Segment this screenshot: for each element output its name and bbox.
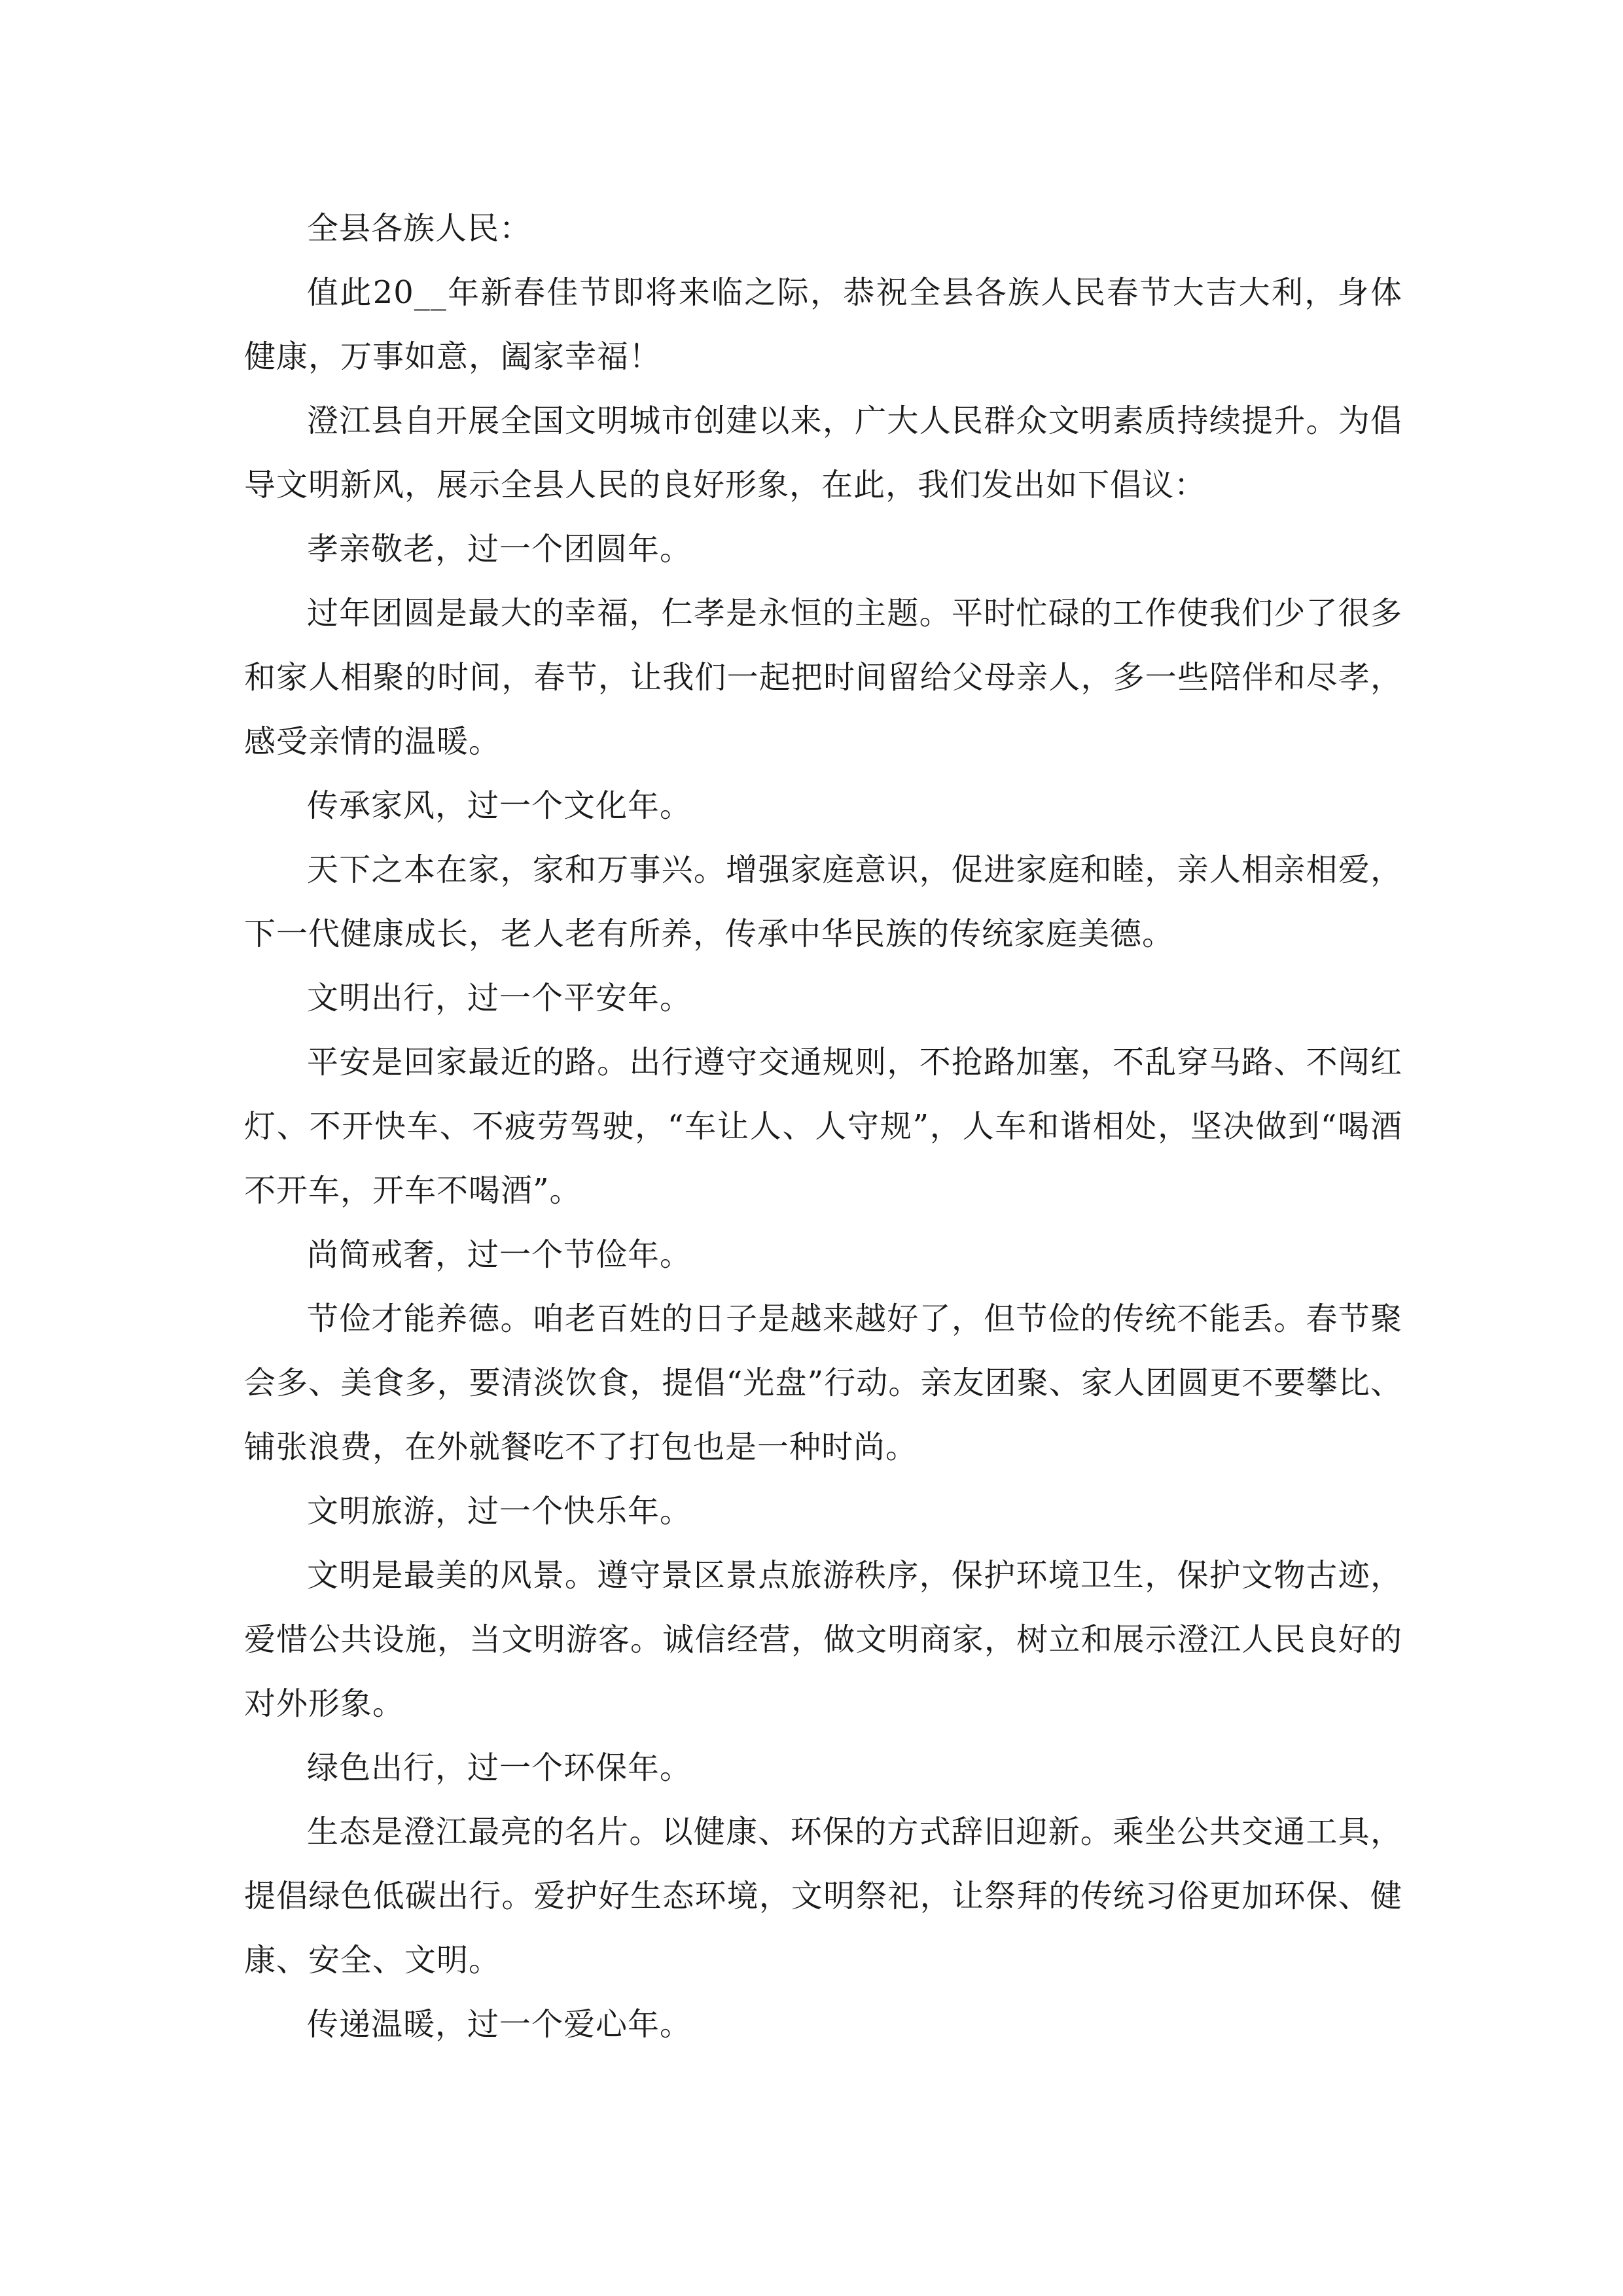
section-heading: 孝亲敬老，过一个团圆年。 <box>307 531 692 567</box>
body-paragraph: 文明是最美的风景。遵守景区景点旅游秩序，保护环境卫生，保护文物古迹，爱惜公共设施，当文明游客。诚信经营，做文明商家，树立和展示澄江人民良好的对外形象。 <box>244 1557 1402 1722</box>
section-heading: 传递温暖，过一个爱心年。 <box>307 2006 692 2043</box>
section-heading: 文明出行，过一个平安年。 <box>307 980 692 1016</box>
section-heading: 文明旅游，过一个快乐年。 <box>307 1493 692 1530</box>
intro-paragraph: 澄江县自开展全国文明城市创建以来，广大人民群众文明素质持续提升。为倡导文明新风，展示全县人民的良好形象，在此，我们发出如下倡议： <box>244 403 1402 503</box>
body-paragraph: 天下之本在家，家和万事兴。增强家庭意识，促进家庭和睦，亲人相亲相爱，下一代健康成长，老人老有所养，传承中华民族的传统家庭美德。 <box>244 852 1402 952</box>
salutation: 全县各族人民： <box>307 210 532 247</box>
greeting-paragraph: 值此20__年新春佳节即将来临之际，恭祝全县各族人民春节大吉大利，身体健康，万事如意，阖家幸福！ <box>244 274 1402 375</box>
section-heading: 尚简戒奢，过一个节俭年。 <box>307 1236 692 1273</box>
section-heading: 绿色出行，过一个环保年。 <box>307 1749 692 1786</box>
body-paragraph: 生态是澄江最亮的名片。以健康、环保的方式辞旧迎新。乘坐公共交通工具，提倡绿色低碳出行。爱护好生态环境，文明祭祀，让祭拜的传统习俗更加环保、健康、安全、文明。 <box>244 1814 1402 1979</box>
body-paragraph: 平安是回家最近的路。出行遵守交通规则，不抢路加塞，不乱穿马路、不闯红灯、不开快车、不疲劳驾驶，“车让人、人守规”，人车和谐相处，坚决做到“喝酒不开车，开车不喝酒”。 <box>244 1044 1402 1209</box>
body-paragraph: 过年团圆是最大的幸福，仁孝是永恒的主题。平时忙碌的工作使我们少了很多和家人相聚的时间，春节，让我们一起把时间留给父母亲人，多一些陪伴和尽孝，感受亲情的温暖。 <box>244 595 1402 760</box>
document-page <box>244 196 1402 2056</box>
section-heading: 传承家风，过一个文化年。 <box>307 787 692 824</box>
body-paragraph: 节俭才能养德。咱老百姓的日子是越来越好了，但节俭的传统不能丢。春节聚会多、美食多，要清淡饮食，提倡“光盘”行动。亲友团聚、家人团圆更不要攀比、铺张浪费，在外就餐吃不了打包也是一种时尚。 <box>244 1300 1402 1465</box>
